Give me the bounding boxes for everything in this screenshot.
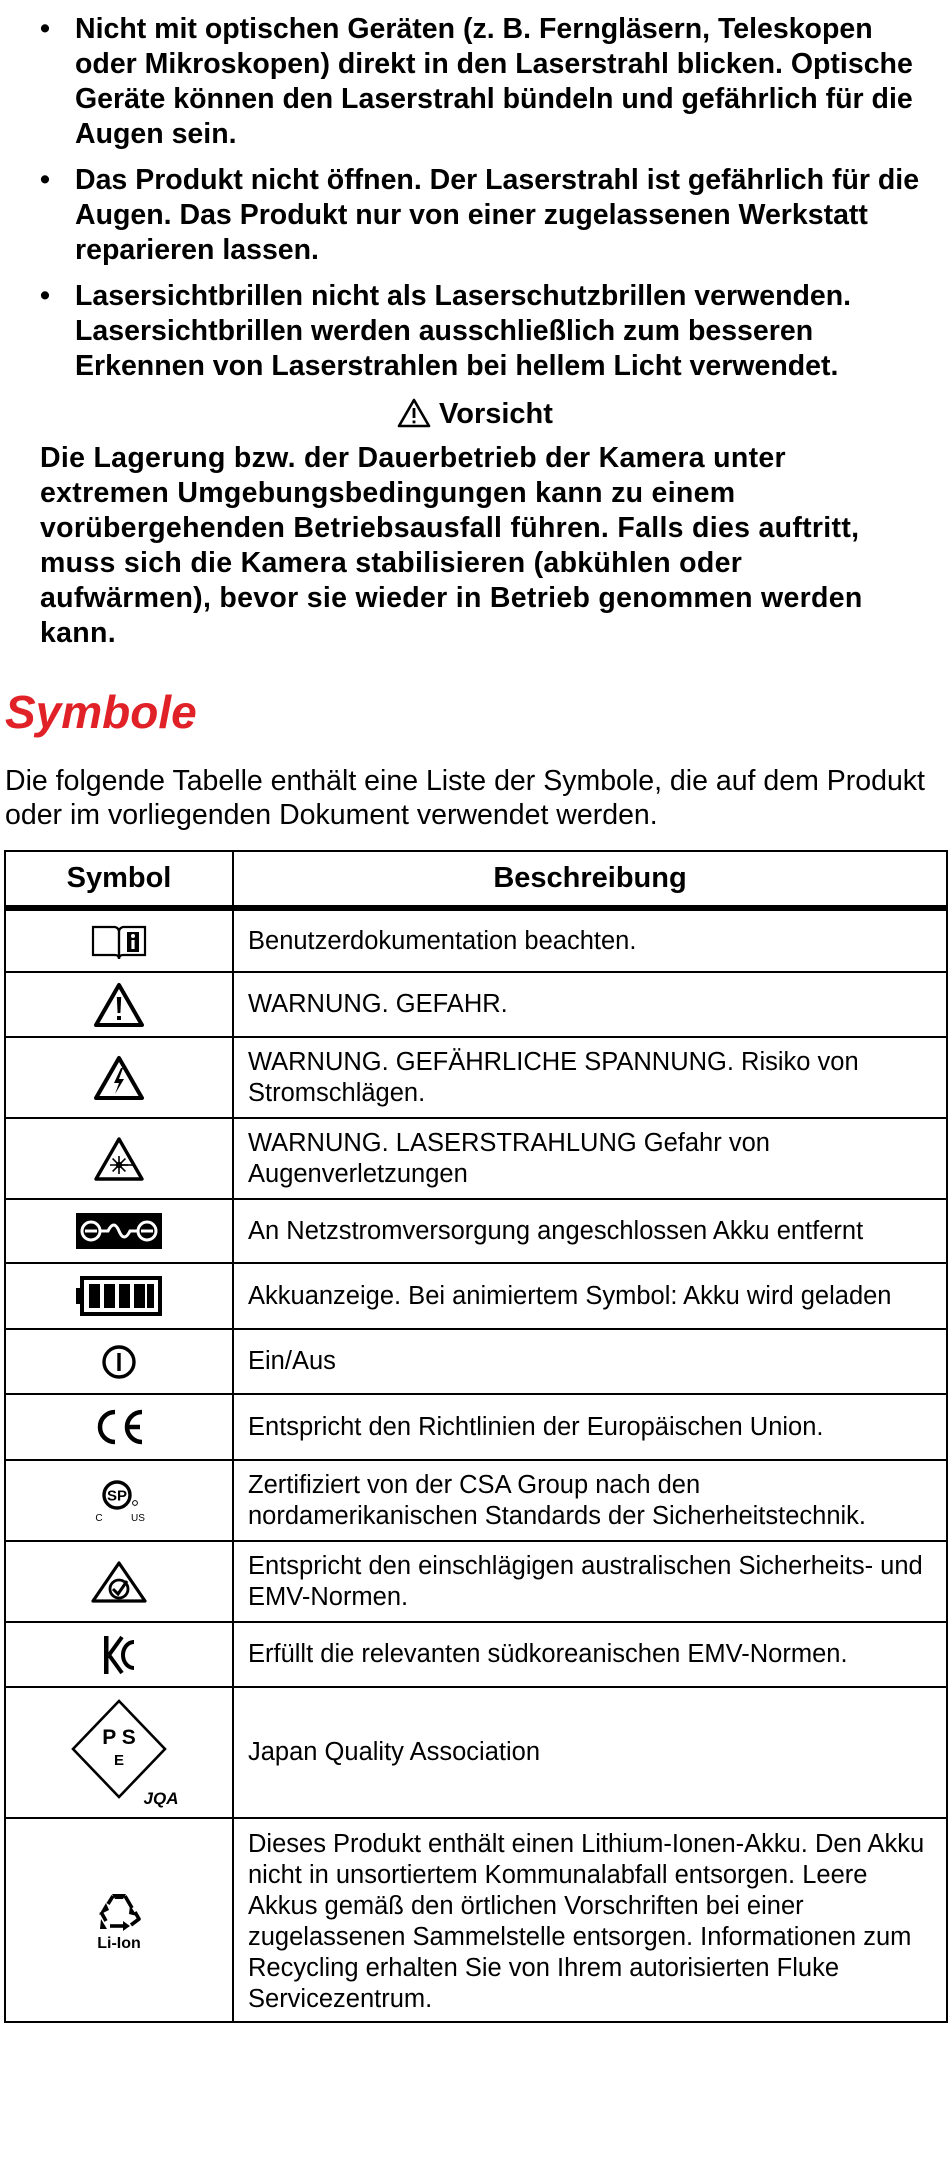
table-row bbox=[5, 1263, 947, 1329]
caution-text: Die Lagerung bzw. der Dauerbetrieb der Kamera unter extremen Umgebungsbedingungen kann zu einem vorübergehenden Betriebsausfall führen. Falls dies auftritt, muss sich die Kamera stabilisieren (abkühlen oder aufwärmen), bevor sie wieder in Betrieb genommen werden kann. bbox=[40, 442, 863, 649]
table-row bbox=[5, 1541, 947, 1622]
csa-us-label: US bbox=[131, 1512, 145, 1524]
description-cell: Zertifiziert von der CSA Group nach den nordamerikanischen Standards der Sicherheitstechnik. bbox=[233, 1460, 947, 1541]
table-row bbox=[5, 972, 947, 1037]
table-row bbox=[5, 1622, 947, 1687]
symbol-cell bbox=[5, 1687, 233, 1818]
bullet-glyph: • bbox=[40, 164, 50, 196]
ac-power-icon bbox=[74, 1211, 164, 1251]
csa-mark-icon bbox=[89, 1477, 149, 1525]
warning-bullet bbox=[40, 279, 920, 384]
rcm-mark-icon bbox=[89, 1559, 149, 1605]
symbol-column-header: Symbol bbox=[5, 851, 233, 908]
table-row bbox=[5, 1037, 947, 1118]
caution-heading bbox=[0, 396, 950, 432]
pse-ps-label: P S bbox=[102, 1725, 136, 1749]
warning-icon bbox=[93, 982, 145, 1028]
caution-title: Vorsicht bbox=[439, 398, 553, 430]
laser-radiation-icon bbox=[93, 1136, 145, 1182]
description-cell: WARNUNG. GEFÄHRLICHE SPANNUNG. Risiko von Stromschlägen. bbox=[233, 1037, 947, 1118]
warning-bullet-list bbox=[40, 12, 920, 395]
battery-icon bbox=[76, 1276, 162, 1316]
pse-e-label: E bbox=[113, 1751, 125, 1769]
warning-bullet-text: Das Produkt nicht öffnen. Der Laserstrahl ist gefährlich für die Augen. Das Produkt nur von einer zugelassenen Werkstatt reparieren lassen. bbox=[75, 164, 920, 266]
table-row bbox=[5, 1118, 947, 1199]
warning-bullet bbox=[40, 12, 920, 152]
symbol-cell bbox=[5, 972, 233, 1037]
section-intro: Die folgende Tabelle enthält eine Liste der Symbole, die auf dem Produkt oder im vorliegenden Dokument verwendet werden. bbox=[5, 765, 925, 831]
pse-jqa-mark-icon bbox=[49, 1697, 189, 1809]
description-cell: Erfüllt die relevanten südkoreanischen EMV-Normen. bbox=[233, 1622, 947, 1687]
table-row bbox=[5, 1460, 947, 1541]
bullet-glyph: • bbox=[40, 280, 50, 312]
user-documentation-icon bbox=[89, 921, 149, 961]
warning-bullet-text: Lasersichtbrillen nicht als Laserschutzbrillen verwenden. Lasersichtbrillen werden ausschließlich zum besseren Erkennen von Laserstrahlen bei hellem Licht verwendet. bbox=[75, 280, 852, 382]
description-cell: Benutzerdokumentation beachten. bbox=[233, 908, 947, 972]
li-ion-label: Li-Ion bbox=[97, 1935, 141, 1952]
table-row bbox=[5, 1687, 947, 1818]
ce-mark-icon bbox=[91, 1407, 147, 1447]
symbol-cell bbox=[5, 1263, 233, 1329]
table-row bbox=[5, 1329, 947, 1394]
table-row bbox=[5, 1199, 947, 1263]
symbol-cell bbox=[5, 1037, 233, 1118]
warning-bullet-text: Nicht mit optischen Geräten (z. B. Ferngläsern, Teleskopen oder Mikroskopen) direkt in den Laserstrahl blicken. Optische Geräte können den Laserstrahl bündeln und gefährlich für die Augen sein. bbox=[75, 13, 913, 150]
symbol-cell bbox=[5, 1118, 233, 1199]
description-cell: Entspricht den Richtlinien der Europäischen Union. bbox=[233, 1394, 947, 1460]
description-cell: Dieses Produkt enthält einen Lithium-Ionen-Akku. Den Akku nicht in unsortiertem Kommunalabfall entsorgen. Leere Akkus gemäß den örtlichen Vorschriften bei einer zugelassenen Sammelstelle entsorgen. Informationen zum Recycling erhalten Sie von Ihrem autorisierten Fluke Servicezentrum. bbox=[233, 1818, 947, 2022]
kc-mark-icon bbox=[100, 1633, 138, 1677]
section-title: Symbole bbox=[5, 686, 197, 738]
symbol-cell bbox=[5, 1329, 233, 1394]
description-cell: An Netzstromversorgung angeschlossen Akku entfernt bbox=[233, 1199, 947, 1263]
description-cell: Ein/Aus bbox=[233, 1329, 947, 1394]
symbol-cell bbox=[5, 1394, 233, 1460]
power-icon bbox=[99, 1342, 139, 1382]
table-row bbox=[5, 908, 947, 972]
warning-triangle-icon bbox=[397, 398, 431, 428]
jqa-label: JQA bbox=[143, 1788, 179, 1808]
csa-mark-text: SP bbox=[106, 1487, 128, 1504]
symbol-cell bbox=[5, 1460, 233, 1541]
table-row bbox=[5, 1394, 947, 1460]
table-row bbox=[5, 1818, 947, 2022]
description-cell: Japan Quality Association bbox=[233, 1687, 947, 1818]
symbol-cell bbox=[5, 1541, 233, 1622]
table-header-row bbox=[5, 851, 947, 908]
symbol-cell bbox=[5, 1818, 233, 2022]
symbol-cell bbox=[5, 908, 233, 972]
description-column-header: Beschreibung bbox=[233, 851, 947, 908]
description-cell: WARNUNG. GEFAHR. bbox=[233, 972, 947, 1037]
bullet-glyph: • bbox=[40, 13, 50, 45]
csa-c-label: C bbox=[95, 1512, 103, 1524]
description-cell: Akkuanzeige. Bei animiertem Symbol: Akku wird geladen bbox=[233, 1263, 947, 1329]
symbol-cell bbox=[5, 1622, 233, 1687]
description-cell: Entspricht den einschlägigen australischen Sicherheits- und EMV-Normen. bbox=[233, 1541, 947, 1622]
warning-bullet bbox=[40, 163, 920, 268]
symbol-cell bbox=[5, 1199, 233, 1263]
symbol-table bbox=[4, 850, 948, 2023]
hazardous-voltage-icon bbox=[93, 1055, 145, 1101]
description-cell: WARNUNG. LASERSTRAHLUNG Gefahr von Augenverletzungen bbox=[233, 1118, 947, 1199]
recycle-li-ion-icon bbox=[79, 1888, 159, 1952]
